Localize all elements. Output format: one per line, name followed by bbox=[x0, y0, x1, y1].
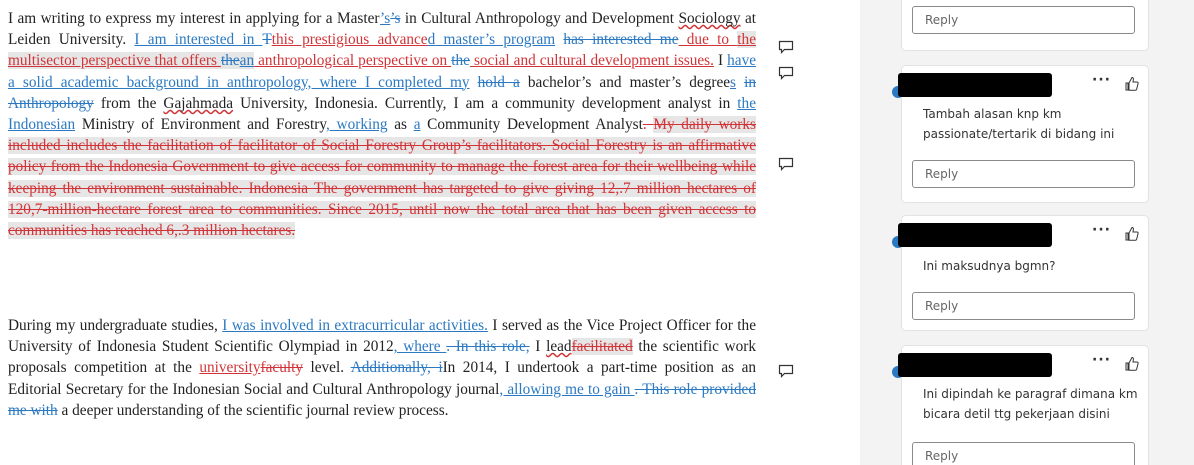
misspelled-text: Gajahmada bbox=[163, 94, 234, 112]
redacted-author bbox=[898, 223, 1052, 247]
text-run bbox=[470, 74, 478, 91]
reply-input[interactable]: Reply bbox=[912, 6, 1135, 34]
inserted-text: master’s program bbox=[435, 31, 556, 49]
deleted-text: T bbox=[262, 31, 272, 49]
inserted-text: university bbox=[199, 359, 261, 377]
redacted-author bbox=[898, 73, 1052, 97]
more-options-icon[interactable]: ··· bbox=[1092, 222, 1111, 238]
text-run: During my undergraduate studies, bbox=[8, 317, 223, 334]
deleted-text: . This role provided me with bbox=[8, 380, 756, 419]
like-icon[interactable] bbox=[1125, 76, 1139, 92]
deleted-text: the bbox=[220, 52, 240, 70]
comment-bubble-icon[interactable] bbox=[778, 40, 794, 54]
deleted-text: ’s bbox=[390, 10, 401, 27]
text-run: I bbox=[713, 52, 728, 70]
redacted-author bbox=[898, 353, 1052, 377]
comment-text: Tambah alasan knp km passionate/tertarik di bidang ini bbox=[923, 107, 1115, 141]
inserted-text: anthropological perspective on bbox=[254, 52, 452, 70]
inserted-text: ’s bbox=[380, 10, 391, 27]
inserted-text: , working bbox=[326, 116, 388, 134]
inserted-text: an bbox=[239, 52, 255, 70]
comment-text: Ini maksudnya bgmn? bbox=[923, 259, 1056, 273]
misspelled-text: lead bbox=[546, 338, 572, 356]
inserted-text: due to bbox=[678, 31, 738, 49]
reply-input[interactable]: Reply bbox=[912, 292, 1135, 320]
inserted-text: I was involved in extracurricular activities. bbox=[222, 317, 488, 334]
text-run: from the bbox=[93, 94, 164, 112]
text-run: level. bbox=[303, 359, 351, 377]
comment-text: Ini dipindah ke paragraf dimana km bicara detil ttg pekerjaan disini bbox=[923, 387, 1138, 421]
inserted-text: , where bbox=[393, 338, 447, 356]
deleted-text: has interested me bbox=[563, 31, 679, 49]
text-run: In 2014, I undertook a part-time position as an Editorial Secretary for the Indonesian Social and Cultural Anthropology journal bbox=[8, 359, 757, 398]
text-run: as bbox=[387, 116, 414, 134]
comment-bubble-icon[interactable] bbox=[778, 66, 794, 80]
deleted-text: hold a bbox=[477, 73, 520, 91]
reply-input[interactable]: Reply bbox=[912, 160, 1135, 188]
deleted-text: in Anthropology bbox=[8, 73, 757, 112]
inserted-text: the Indonesian bbox=[8, 94, 756, 134]
paragraph-2[interactable] bbox=[8, 315, 756, 421]
text-run: I am writing to express my interest in applying for a Master bbox=[8, 10, 381, 27]
reply-input[interactable]: Reply bbox=[912, 442, 1135, 465]
comment-bubble-icon[interactable] bbox=[778, 157, 794, 171]
text-run: Community Development Analyst bbox=[420, 116, 643, 134]
comment-card bbox=[902, 346, 1148, 465]
text-run: I bbox=[529, 338, 547, 356]
text-run: at Leiden University. bbox=[8, 10, 756, 49]
comment-card bbox=[902, 0, 1148, 50]
deleted-text: . bbox=[642, 116, 654, 134]
inserted-text: I am interested in bbox=[134, 31, 263, 49]
deleted-text: faculty bbox=[260, 359, 304, 377]
comment-card bbox=[902, 216, 1148, 330]
inserted-text: a bbox=[413, 116, 421, 134]
paragraph-1[interactable] bbox=[8, 8, 756, 241]
more-options-icon[interactable]: ··· bbox=[1092, 352, 1111, 368]
text-run: I served as the Vice Project Officer for the University of Indonesia Student Scientific Olympiad in 2012 bbox=[8, 317, 756, 356]
text-run: a deeper understanding of the scientific journal review process. bbox=[57, 401, 449, 419]
deleted-text: My daily works included includes the facilitation of facilitator of Social Forestry Group’s facilitators. Social Forestry is an affirmative policy from the Indonesia Government to give access for community to manage the forest area for their wellbeing while keeping the environment sustainable. Indonesia The government has targeted to give giving 12,.7 million hectares of 120,7-million-hectare forest area to communities. Since 2015, until now the total area that has been given access to communities has reached 6,.3 million hectares. bbox=[8, 116, 756, 240]
inserted-text: have a solid academic background in anthropology, where I completed my bbox=[8, 52, 757, 91]
comment-card bbox=[902, 66, 1148, 202]
inserted-text: , allowing me to gain bbox=[499, 380, 635, 398]
inserted-text: social and cultural development issues. bbox=[469, 52, 714, 70]
text-run: University, Indonesia. Currently, I am a community development analyst in bbox=[233, 94, 738, 112]
text-run: the scientific work proposals competition at the bbox=[8, 338, 756, 377]
like-icon[interactable] bbox=[1125, 356, 1139, 372]
comment-bubble-icon[interactable] bbox=[778, 364, 794, 378]
more-options-icon[interactable]: ··· bbox=[1092, 72, 1111, 88]
inserted-text: d bbox=[427, 31, 436, 49]
inserted-text: this prestigious advance bbox=[271, 31, 428, 49]
inserted-text: the multisector perspective that offers bbox=[8, 31, 756, 70]
inserted-text: s bbox=[730, 73, 736, 91]
deleted-text: . In this role, bbox=[446, 338, 530, 356]
text-run: Ministry of Environment and Forestry bbox=[75, 116, 327, 134]
deleted-text: facilitated bbox=[571, 338, 633, 356]
deleted-text: Additionally, i bbox=[350, 359, 443, 377]
deleted-text: the bbox=[451, 52, 470, 70]
misspelled-text: Sociology bbox=[678, 10, 741, 27]
text-run: in Cultural Anthropology and Development bbox=[400, 10, 679, 27]
like-icon[interactable] bbox=[1125, 226, 1139, 242]
text-run: bachelor’s and master’s degree bbox=[519, 73, 731, 91]
comments-pane[interactable] bbox=[860, 0, 1194, 465]
text-run bbox=[736, 74, 744, 91]
